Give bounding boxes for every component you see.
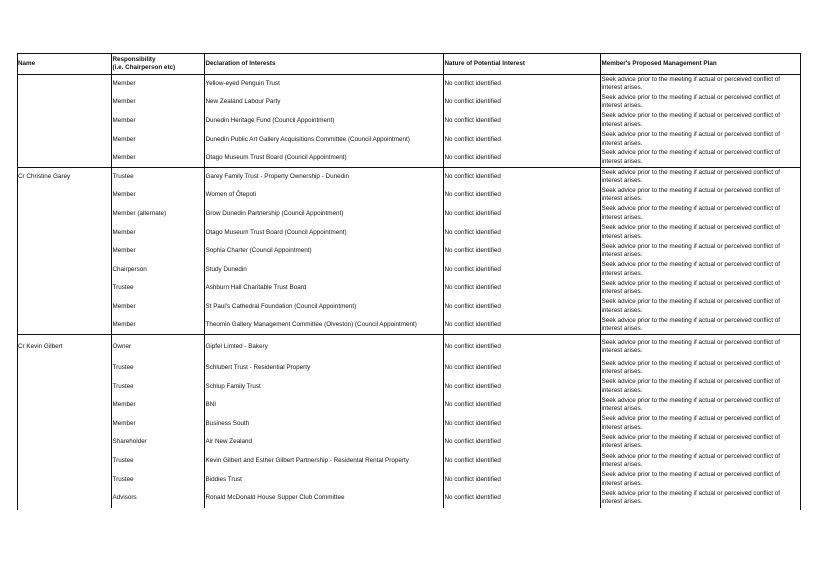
nature-cell: No conflict identified [443,316,600,335]
table-row [17,149,800,168]
table-row [17,167,800,186]
member-name-cell [17,415,111,434]
table-row [17,130,800,149]
declaration-cell: Yellow-eyed Penguin Trust [204,75,443,94]
declaration-cell: Otago Museum Trust Board (Council Appointment) [204,223,443,242]
responsibility-cell: Trustee [111,359,204,378]
member-name-cell [17,186,111,205]
member-name-cell [17,489,111,508]
table-row [17,298,800,317]
member-name-cell [17,298,111,317]
table-row [17,470,800,489]
table-row [17,489,800,508]
responsibility-cell: Member [111,186,204,205]
management-plan-cell: Seek advice prior to the meeting if actual or perceived conflict of interest arises. [600,149,800,168]
responsibility-cell: Member [111,396,204,415]
responsibility-cell: Member [111,415,204,434]
management-plan-cell: Seek advice prior to the meeting if actual or perceived conflict of interest arises. [600,242,800,261]
responsibility-cell: Trustee [111,452,204,471]
responsibility-cell: Member [111,75,204,94]
management-plan-cell: Seek advice prior to the meeting if actual or perceived conflict of interest arises. [600,377,800,396]
nature-cell: No conflict identified [443,470,600,489]
nature-cell: No conflict identified [443,223,600,242]
nature-cell: No conflict identified [443,205,600,224]
nature-cell: No conflict identified [443,130,600,149]
member-name-cell [17,316,111,335]
member-name-cell [17,242,111,261]
table-row [17,359,800,378]
responsibility-cell: Chairperson [111,260,204,279]
nature-cell: No conflict identified [443,75,600,94]
responsibility-cell: Member [111,93,204,112]
nature-cell: No conflict identified [443,260,600,279]
table-row [17,433,800,452]
nature-cell: No conflict identified [443,377,600,396]
declaration-cell: Business South [204,415,443,434]
header-nature: Nature of Potential Interest [443,54,600,75]
table-row [17,93,800,112]
member-name-cell [17,452,111,471]
responsibility-cell: Trustee [111,377,204,396]
management-plan-cell: Seek advice prior to the meeting if actual or perceived conflict of interest arises. [600,223,800,242]
responsibility-cell: Member (alternate) [111,205,204,224]
responsibility-cell: Trustee [111,470,204,489]
declaration-cell: Gipfel Limted - Bakery [204,335,443,359]
declaration-of-interests-table [17,53,800,508]
member-name-cell [17,93,111,112]
declaration-cell: Study Dunedin [204,260,443,279]
responsibility-cell: Owner [111,335,204,359]
table-row [17,112,800,131]
table-row [17,279,800,298]
responsibility-cell: Member [111,112,204,131]
management-plan-cell: Seek advice prior to the meeting if actual or perceived conflict of interest arises. [600,205,800,224]
nature-cell: No conflict identified [443,149,600,168]
member-name-cell [17,112,111,131]
management-plan-cell: Seek advice prior to the meeting if actual or perceived conflict of interest arises. [600,298,800,317]
table-row [17,335,800,359]
nature-cell: No conflict identified [443,298,600,317]
management-plan-cell: Seek advice prior to the meeting if actual or perceived conflict of interest arises. [600,167,800,186]
nature-cell: No conflict identified [443,112,600,131]
declaration-cell: Ronald McDonald House Supper Club Committee [204,489,443,508]
table-row [17,186,800,205]
responsibility-cell: Trustee [111,167,204,186]
declaration-cell: Schlup Family Trust [204,377,443,396]
nature-cell: No conflict identified [443,433,600,452]
declaration-cell: Dunedin Public Art Gallery Acquisitions Committee (Council Appointment) [204,130,443,149]
table-row [17,260,800,279]
responsibility-cell: Member [111,149,204,168]
nature-cell: No conflict identified [443,93,600,112]
table-row [17,316,800,335]
table-row [17,415,800,434]
nature-cell: No conflict identified [443,452,600,471]
member-name-cell [17,205,111,224]
declaration-cell: Kevin Gilbert and Esther Gilbert Partnership - Residental Rental Property [204,452,443,471]
declaration-cell: Air New Zealand [204,433,443,452]
management-plan-cell: Seek advice prior to the meeting if actual or perceived conflict of interest arises. [600,359,800,378]
table-row [17,223,800,242]
member-name-cell [17,223,111,242]
responsibility-cell: Member [111,223,204,242]
table-row [17,205,800,224]
responsibility-cell: Advisors [111,489,204,508]
responsibility-cell: Shareholder [111,433,204,452]
member-name-cell: Cr Kevin Gilbert [18,343,63,351]
responsibility-cell: Trustee [111,279,204,298]
header-row [17,54,800,75]
header-declaration: Declaration of Interests [204,54,443,75]
management-plan-cell: Seek advice prior to the meeting if actual or perceived conflict of interest arises. [600,489,800,508]
management-plan-cell: Seek advice prior to the meeting if actual or perceived conflict of interest arises. [600,260,800,279]
management-plan-cell: Seek advice prior to the meeting if actual or perceived conflict of interest arises. [600,130,800,149]
responsibility-cell: Member [111,130,204,149]
management-plan-cell: Seek advice prior to the meeting if actual or perceived conflict of interest arises. [600,396,800,415]
declaration-cell: BNI [204,396,443,415]
management-plan-cell: Seek advice prior to the meeting if actual or perceived conflict of interest arises. [600,415,800,434]
nature-cell: No conflict identified [443,415,600,434]
header-plan: Member's Proposed Management Plan [600,54,800,75]
responsibility-cell: Member [111,298,204,317]
member-name-cell [17,433,111,452]
member-name-cell [17,470,111,489]
member-name-cell [17,130,111,149]
table-row [17,396,800,415]
responsibility-cell: Member [111,316,204,335]
declaration-cell: Schlubert Trust - Residential Property [204,359,443,378]
table-row [17,75,800,94]
nature-cell: No conflict identified [443,335,600,359]
responsibility-cell: Member [111,242,204,261]
nature-cell: No conflict identified [443,186,600,205]
management-plan-cell: Seek advice prior to the meeting if actual or perceived conflict of interest arises. [600,93,800,112]
declaration-cell: Women of Ōtepoti [204,186,443,205]
member-name-cell [17,75,111,94]
member-name-cell [17,279,111,298]
declaration-cell: Grow Dunedin Partnership (Council Appointment) [204,205,443,224]
management-plan-cell: Seek advice prior to the meeting if actual or perceived conflict of interest arises. [600,316,800,335]
declaration-cell: Ashburn Hall Charitable Trust Board [204,279,443,298]
management-plan-cell: Seek advice prior to the meeting if actual or perceived conflict of interest arises. [600,433,800,452]
nature-cell: No conflict identified [443,489,600,508]
member-name-cell [17,149,111,168]
declaration-cell: Biddies Trust [204,470,443,489]
nature-cell: No conflict identified [443,396,600,415]
member-name-cell [17,359,111,378]
management-plan-cell: Seek advice prior to the meeting if actual or perceived conflict of interest arises. [600,452,800,471]
table-row [17,452,800,471]
management-plan-cell: Seek advice prior to the meeting if actual or perceived conflict of interest arises. [600,112,800,131]
table-row [17,377,800,396]
management-plan-cell: Seek advice prior to the meeting if actual or perceived conflict of interest arises. [600,186,800,205]
member-name-cell [17,377,111,396]
management-plan-cell: Seek advice prior to the meeting if actual or perceived conflict of interest arises. [600,470,800,489]
management-plan-cell: Seek advice prior to the meeting if actual or perceived conflict of interest arises. [600,335,800,359]
declaration-cell: St Paul's Cathedral Foundation (Council Appointment) [204,298,443,317]
header-responsibility: Responsibility (i.e. Chairperson etc) [111,54,204,75]
declaration-cell: Garey Family Trust - Property Ownership - Dunedin [204,167,443,186]
nature-cell: No conflict identified [443,167,600,186]
member-name-cell [17,260,111,279]
declaration-cell: Otago Museum Trust Board (Council Appointment) [204,149,443,168]
nature-cell: No conflict identified [443,242,600,261]
nature-cell: No conflict identified [443,279,600,298]
header-name: Name [17,54,111,75]
nature-cell: No conflict identified [443,359,600,378]
table-row [17,242,800,261]
declaration-cell: New Zealand Labour Party [204,93,443,112]
management-plan-cell: Seek advice prior to the meeting if actual or perceived conflict of interest arises. [600,75,800,94]
management-plan-cell: Seek advice prior to the meeting if actual or perceived conflict of interest arises. [600,279,800,298]
declaration-cell: Theomin Gallery Management Committee (Olveston) (Council Appointment) [204,316,443,335]
member-name-cell [17,396,111,415]
declaration-cell: Dunedin Heritage Fund (Council Appointment) [204,112,443,131]
declaration-cell: Sophia Charter (Council Appointment) [204,242,443,261]
member-name-cell: Cr Christine Garey [18,173,71,181]
